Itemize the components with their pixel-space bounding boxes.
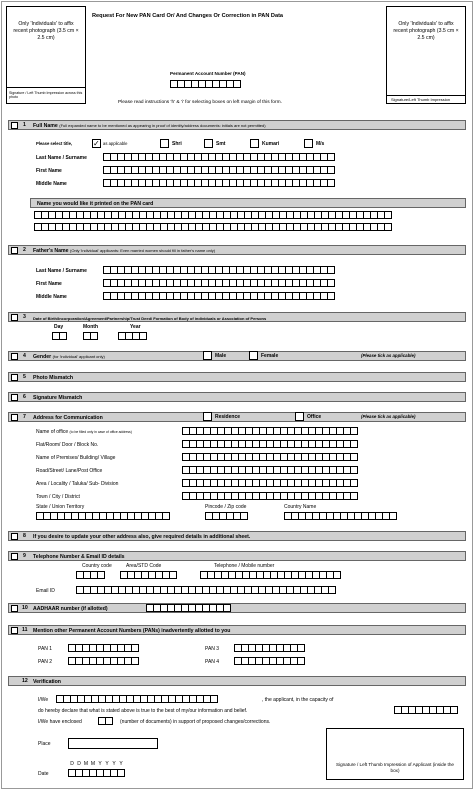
char-cell[interactable] [327,153,335,161]
section-1-title: Full Name [33,123,58,129]
print-name-row-1[interactable] [34,211,391,219]
section-1-header: 1 Full Name (Full expanded name to be mentioned as appearing in proof of identity/address documents: initials are not permitted) [8,120,466,130]
s2-last-name-label: Last Name / Surname [36,268,87,274]
char-cell[interactable] [327,179,335,187]
mobile-cells[interactable] [200,571,340,579]
date-letter: D [75,760,83,768]
s2-middle-name-cells[interactable] [103,292,334,300]
state-cells[interactable] [36,512,169,520]
capacity-cells[interactable] [394,706,457,714]
section-11-title: Mention other Permanent Account Numbers (PANs) inadvertently allotted to you [33,628,231,634]
char-cell[interactable] [105,717,113,725]
day-label: Day [54,324,64,330]
section-5-checkbox[interactable] [11,374,18,381]
s1-middle-name-label: Middle Name [36,181,67,187]
aadhaar-cells[interactable] [146,604,230,612]
select-title-label: Please select title, [36,141,73,146]
dob-month-cells[interactable] [83,332,97,340]
country-code-cells[interactable] [76,571,104,579]
section-3-checkbox[interactable] [11,314,18,321]
section-6-header: 6 Signature Mismatch [8,392,466,402]
section-7-header: 7 Address for Communication Residence Office (Please tick as applicable) [8,412,466,422]
title-checkbox-applicable[interactable] [92,139,101,148]
documents-count-cells[interactable] [98,717,112,725]
s2-first-name-cells[interactable] [103,279,334,287]
area-code-cells[interactable] [120,571,176,579]
char-cell[interactable] [97,571,105,579]
sig-right-text: Signature/Left Thumb Impression [391,97,451,102]
pan-3-cells[interactable] [234,644,304,652]
section-4-title: Gender [33,354,52,360]
char-cell[interactable] [169,571,177,579]
char-cell[interactable] [327,266,335,274]
pan-2-label: PAN 2 [38,659,53,665]
s1-middle-name-cells[interactable] [103,179,334,187]
premises-cells[interactable] [182,453,357,461]
print-name-header [30,198,466,208]
section-9-title: Telephone Number & Email ID details [33,554,125,560]
char-cell[interactable] [240,512,248,520]
char-cell[interactable] [131,644,139,652]
town-label: Town / City / District [36,494,80,500]
char-cell[interactable] [210,695,218,703]
pan-4-cells[interactable] [234,657,304,665]
section-2-checkbox[interactable] [11,247,18,254]
country-cells[interactable] [284,512,396,520]
section-5-header: 5 Photo Mismatch [8,372,466,382]
check-mark-icon: ✓ [93,139,100,148]
declare-text: do hereby declare that what is stated above is true to the best of my/our information and belief. [38,708,248,714]
town-cells[interactable] [182,492,357,500]
form-title: Request For New PAN Card Or/ And Changes Or Correction in PAN Data [92,13,284,19]
char-cell[interactable] [327,279,335,287]
instructions-text: Please read instructions 'h' & 'i' for selecting boxes on left margin of this form. [118,100,282,105]
section-10-checkbox[interactable] [11,605,18,612]
email-label: Email ID [36,588,55,594]
section-9-checkbox[interactable] [11,553,18,560]
area-code-label: Area/STD Code [126,563,162,569]
s1-last-name-cells[interactable] [103,153,334,161]
section-2-title: Father's Name [33,248,69,254]
section-8-header: 8 If you desire to update your other address also, give required details in additional sheet. [8,531,466,541]
gender-female-checkbox[interactable] [249,351,258,360]
char-cell[interactable] [389,512,397,520]
date-letter: Y [96,760,104,768]
pan-1-cells[interactable] [68,644,138,652]
photo-box-right [386,6,466,104]
section-12-title: Verification [33,679,61,685]
place-input[interactable] [68,738,158,749]
title-checkbox-kumari[interactable] [250,139,259,148]
pincode-cells[interactable] [205,512,247,520]
flat-cells[interactable] [182,440,357,448]
char-cell[interactable] [223,604,231,612]
area-label: Area / Locality / Taluka/ Sub- Division [36,481,119,487]
state-label: State / Union Territory [36,504,85,510]
road-label: Road/Street/ Lane/Post Office [36,468,103,474]
pan-3-label: PAN 3 [205,646,220,652]
area-cells[interactable] [182,479,357,487]
char-cell[interactable] [117,769,125,777]
country-label: Country Name [284,504,317,510]
dob-day-cells[interactable] [52,332,66,340]
section-8-checkbox[interactable] [11,533,18,540]
char-cell[interactable] [350,492,358,500]
office-name-cells[interactable] [182,427,357,435]
date-letter: M [83,761,89,767]
gender-male-checkbox[interactable] [203,351,212,360]
country-code-label: Country code [82,563,112,569]
section-11-checkbox[interactable] [11,627,18,634]
title-checkbox-ms[interactable] [304,139,313,148]
email-cells[interactable] [76,586,335,594]
char-cell[interactable] [350,427,358,435]
char-cell[interactable] [59,332,67,340]
print-name-row-2[interactable] [34,223,391,231]
char-cell[interactable] [384,211,392,219]
section-4-header: 4 Gender (for 'individual' applicant only) Male Female (Please tick as applicable) [8,351,466,361]
section-2-note: (Only 'individual' applicants: Even married women should fill in father's name only) [70,248,216,253]
section-10-title: AADHAAR number (if allotted) [33,606,108,612]
iwe-label: I/We [38,697,49,703]
date-letter: Y [117,760,125,768]
char-cell[interactable] [350,466,358,474]
photo-left-text: Only 'Individuals' to affix recent photograph (3.5 cm × 2.5 cm) [13,21,79,41]
dob-year-cells[interactable] [118,332,146,340]
signature-box-text: Signature / Left Thumb Impression of Applicant (inside the box) [336,762,454,773]
s2-middle-name-label: Middle Name [36,294,67,300]
month-label: Month [83,324,98,330]
date-label: Date [38,771,49,777]
section-10-header: 10 AADHAAR number (if allotted) [8,603,466,613]
place-label: Place [38,741,51,747]
pan-label: Permanent Account Number (PAN) [170,71,246,76]
char-cell[interactable] [131,657,139,665]
s2-first-name-label: First Name [36,281,62,287]
char-cell[interactable] [328,586,336,594]
gender-tick-note: (Please tick as applicable) [361,353,416,358]
photo-right-text: Only 'Individuals' to affix recent photograph (3.5 cm × 2.5 cm) [393,21,459,41]
char-cell[interactable] [350,440,358,448]
premises-label: Name of Premises/ Building/ Village [36,455,116,461]
s2-last-name-cells[interactable] [103,266,334,274]
section-12-header: 12 Verification [8,676,466,686]
char-cell[interactable] [327,292,335,300]
office-name-label: Name of office (to be filled only in case of office address) [36,429,132,435]
sig-left-text: Signature / Left Thumb Impression across this photo [9,91,83,100]
photo-box-left [6,6,86,104]
s1-first-name-cells[interactable] [103,166,334,174]
section-6-title: Signature Mismatch [33,395,83,401]
char-cell[interactable] [384,223,392,231]
char-cell[interactable] [297,657,305,665]
char-cell[interactable] [350,453,358,461]
section-3-title: Date of Birth/Incorporation/Agreement/Partnership/Trust Deed/ Formation of Body of individuals or Association of Persons [33,316,267,321]
section-4-checkbox[interactable] [11,353,18,360]
pan-4-label: PAN 4 [205,659,220,665]
section-5-title: Photo Mismatch [33,375,74,381]
address-residence-checkbox[interactable] [203,412,212,421]
section-11-header: 11 Mention other Permanent Account Numbers (PANs) inadvertently allotted to you [8,625,466,635]
pan-2-cells[interactable] [68,657,138,665]
section-1-note: (Full expanded name to be mentioned as appearing in proof of identity/address documents: initials are not permitted) [59,123,266,128]
char-cell[interactable] [162,512,170,520]
date-letters [68,760,124,768]
road-cells[interactable] [182,466,357,474]
date-letter: Y [110,760,118,768]
print-name-label: Name you would like it printed on the PAN card [37,201,154,207]
section-2-header: 2 Father's Name (Only 'individual' applicants: Even married women should fill in father's name only) [8,245,466,255]
year-label: Year [130,324,141,330]
documents-text: (number of documents) in support of proposed changes/corrections. [120,719,271,725]
applicant-signature-box[interactable] [326,728,464,780]
section-4-note: (for 'individual' applicant only) [52,354,105,359]
pan-cells[interactable] [170,80,240,88]
address-tick-note: (Please tick as applicable) [361,414,416,419]
char-cell[interactable] [350,479,358,487]
enclosed-text: I/We have enclosed [38,719,82,725]
pincode-label: Pincode / Zip code [205,504,247,510]
mobile-label: Telephone / Mobile number [214,563,275,569]
date-letter: D [68,760,76,768]
title-checkbox-shri[interactable] [160,139,169,148]
section-8-title: If you desire to update your other address also, give required details in additional sheet. [33,534,251,540]
date-letter: M [90,761,96,767]
section-7-title: Address for Communication [33,415,103,421]
address-office-checkbox[interactable] [295,412,304,421]
section-7-checkbox[interactable] [11,414,18,421]
title-checkbox-smt[interactable] [204,139,213,148]
char-cell[interactable] [450,706,458,714]
section-3-header: 3 Date of Birth/Incorporation/Agreement/Partnership/Trust Deed/ Formation of Body of individuals or Association of Persons [8,312,466,322]
flat-label: Flat/Room/ Door / Block No. [36,442,99,448]
char-cell[interactable] [233,80,241,88]
capacity-text: , the applicant, in the capacity of [262,697,334,703]
section-6-checkbox[interactable] [11,394,18,401]
section-1-checkbox[interactable] [11,122,18,129]
date-cells[interactable] [68,769,124,777]
section-9-header: 9 Telephone Number & Email ID details [8,551,466,561]
pan-1-label: PAN 1 [38,646,53,652]
char-cell[interactable] [333,571,341,579]
char-cell[interactable] [139,332,147,340]
s1-first-name-label: First Name [36,168,62,174]
applicant-name-cells[interactable] [56,695,217,703]
date-letter: Y [103,760,111,768]
char-cell[interactable] [327,166,335,174]
char-cell[interactable] [90,332,98,340]
char-cell[interactable] [297,644,305,652]
s1-last-name-label: Last Name / Surname [36,155,87,161]
